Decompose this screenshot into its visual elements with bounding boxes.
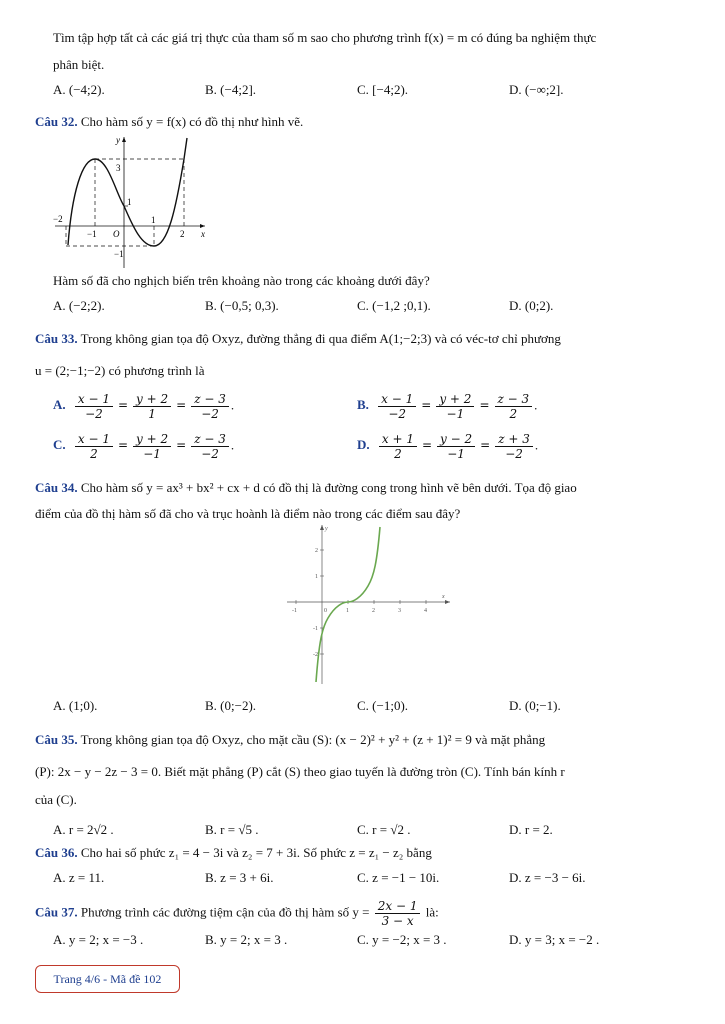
q34-option-b: B. (0;−2).	[205, 698, 257, 713]
q36-stem	[0, 844, 725, 862]
q37-fraction: $\frac{2x - 1}{3 - x}$	[375, 899, 421, 928]
q33-option-b: B. $\frac{x - 1}{-2}$ = $\frac{y + 2}{-1}$ = $\frac{z - 3}{2}$ .	[357, 392, 538, 421]
q37-label: Câu 37.	[35, 904, 78, 920]
q32-tick-y1: 1	[127, 197, 132, 207]
intro-option-c: C. [−4;2).	[357, 82, 409, 97]
q34-xtick-4: 4	[424, 608, 427, 614]
intro-line-2: phân biệt.	[53, 57, 105, 72]
q35-line-3: của (C).	[35, 792, 77, 807]
q32-tick-xm1: −1	[87, 229, 97, 239]
intro-option-b: B. (−4;2].	[205, 82, 257, 97]
q32-graph	[50, 133, 210, 273]
q33-option-c: C. $\frac{x - 1}{2}$ = $\frac{y + 2}{-1}$ = $\frac{z - 3}{-2}$ .	[53, 432, 235, 461]
q32-origin-label: O	[113, 229, 120, 239]
q34-ytick-2: 2	[315, 548, 318, 554]
q32-option-d: D. (0;2).	[509, 298, 554, 313]
q34-curve	[316, 527, 380, 682]
q34-xtick-m1: -1	[292, 608, 297, 614]
q37-option-d: D. y = 3; x = −2 .	[509, 932, 600, 947]
q35-option-a: A. r = 2√2 .	[53, 822, 114, 837]
q35-option-d: D. r = 2.	[509, 822, 553, 837]
q33-line-2: u = (2;−1;−2) có phương trình là	[35, 363, 205, 378]
q35-option-c: C. r = √2 .	[357, 822, 411, 837]
q34-line-2: điểm của đồ thị hàm số đã cho và trục hoành là điểm nào trong các điểm sau đây?	[35, 506, 461, 521]
q34-graph	[285, 522, 455, 687]
q34-stem	[0, 479, 725, 497]
q32-option-c: C. (−1,2 ;0,1).	[357, 298, 431, 313]
q32-tick-ym1: −1	[114, 249, 124, 259]
q37-option-b: B. y = 2; x = 3 .	[205, 932, 288, 947]
q35-line-2: (P): 2x − y − 2z − 3 = 0. Biết mặt phẳng (P) cắt (S) theo giao tuyến là đường tròn (C). Tính bán kính r	[35, 764, 565, 779]
q34-label: Câu 34.	[35, 480, 78, 495]
q35-stem	[0, 731, 725, 749]
q33-option-a: A. $\frac{x - 1}{-2}$ = $\frac{y + 2}{1}$ = $\frac{z - 3}{-2}$ .	[53, 392, 235, 421]
q33-label: Câu 33.	[35, 331, 78, 346]
q33-option-d: D. $\frac{x + 1}{2}$ = $\frac{y - 2}{-1}$ = $\frac{z + 3}{-2}$ .	[357, 432, 539, 461]
intro-line-1: Tìm tập hợp tất cả các giá trị thực của tham số m sao cho phương trình f(x) = m có đúng ba nghiệm thực	[53, 30, 597, 45]
q36-option-b: B. z = 3 + 6i.	[205, 870, 274, 885]
q34-xtick-2: 2	[372, 608, 375, 614]
q34-xtick-0: 0	[324, 608, 327, 614]
q33-line-1: Trong không gian tọa độ Oxyz, đường thẳng đi qua điểm A(1;−2;3) và có véc-tơ chỉ phương	[80, 331, 561, 346]
q32-stem	[0, 113, 725, 131]
q34-x-label: x	[442, 594, 445, 600]
q36-text: Cho hai số phức z₁ = 4 − 3i và z₂ = 7 + 3i. Số phức z = z₁ − z₂ bằng	[80, 845, 432, 860]
q36-label: Câu 36.	[35, 845, 78, 860]
q34-xtick-1: 1	[346, 608, 349, 614]
q36-option-c: C. z = −1 − 10i.	[357, 870, 440, 885]
q37-option-a: A. y = 2; x = −3 .	[53, 932, 144, 947]
q34-xtick-3: 3	[398, 608, 401, 614]
q35-line-1: Trong không gian tọa độ Oxyz, cho mặt cầu (S): (x − 2)² + y² + (z + 1)² = 9 và mặt phẳng	[80, 732, 546, 747]
q34-option-c: C. (−1;0).	[357, 698, 409, 713]
intro-option-a: A. (−4;2).	[53, 82, 105, 97]
q32-tick-x1: 1	[151, 215, 156, 225]
q34-option-a: A. (1;0).	[53, 698, 98, 713]
q32-x-label: x	[201, 229, 205, 239]
q34-ytick-m1: -1	[313, 626, 318, 632]
q32-text: Cho hàm số y = f(x) có đồ thị như hình vẽ.	[80, 114, 304, 129]
q32-tick-y3: 3	[116, 163, 121, 173]
q34-line-1: Cho hàm số y = ax³ + bx² + cx + d có đồ thị là đường cong trong hình vẽ bên dưới. Tọa độ giao	[80, 480, 577, 495]
q37-text-before: Phương trình các đường tiệm cận của đồ thị hàm số y =	[80, 904, 370, 920]
q35-label: Câu 35.	[35, 732, 78, 747]
page-footer: Trang 4/6 - Mã đề 102	[35, 965, 180, 993]
q32-question: Hàm số đã cho nghịch biến trên khoảng nào trong các khoảng dưới đây?	[53, 273, 430, 288]
q36-option-a: A. z = 11.	[53, 870, 105, 885]
q35-option-b: B. r = √5 .	[205, 822, 259, 837]
q36-option-d: D. z = −3 − 6i.	[509, 870, 586, 885]
q32-tick-xm2: −2	[53, 214, 63, 224]
q34-ytick-1: 1	[315, 574, 318, 580]
q32-y-label: y	[116, 135, 120, 145]
q37-text-after: là:	[425, 904, 439, 920]
q34-y-label: y	[325, 526, 328, 532]
q32-tick-x2: 2	[180, 229, 185, 239]
q37-option-c: C. y = −2; x = 3 .	[357, 932, 447, 947]
intro-option-d: D. (−∞;2].	[509, 82, 564, 97]
q32-option-b: B. (−0,5; 0,3).	[205, 298, 279, 313]
q37-stem	[0, 899, 725, 928]
q34-option-d: D. (0;−1).	[509, 698, 561, 713]
q33-stem	[0, 330, 725, 348]
q32-option-a: A. (−2;2).	[53, 298, 105, 313]
q32-label: Câu 32.	[35, 114, 78, 129]
q34-ytick-m2: -2	[313, 652, 318, 658]
